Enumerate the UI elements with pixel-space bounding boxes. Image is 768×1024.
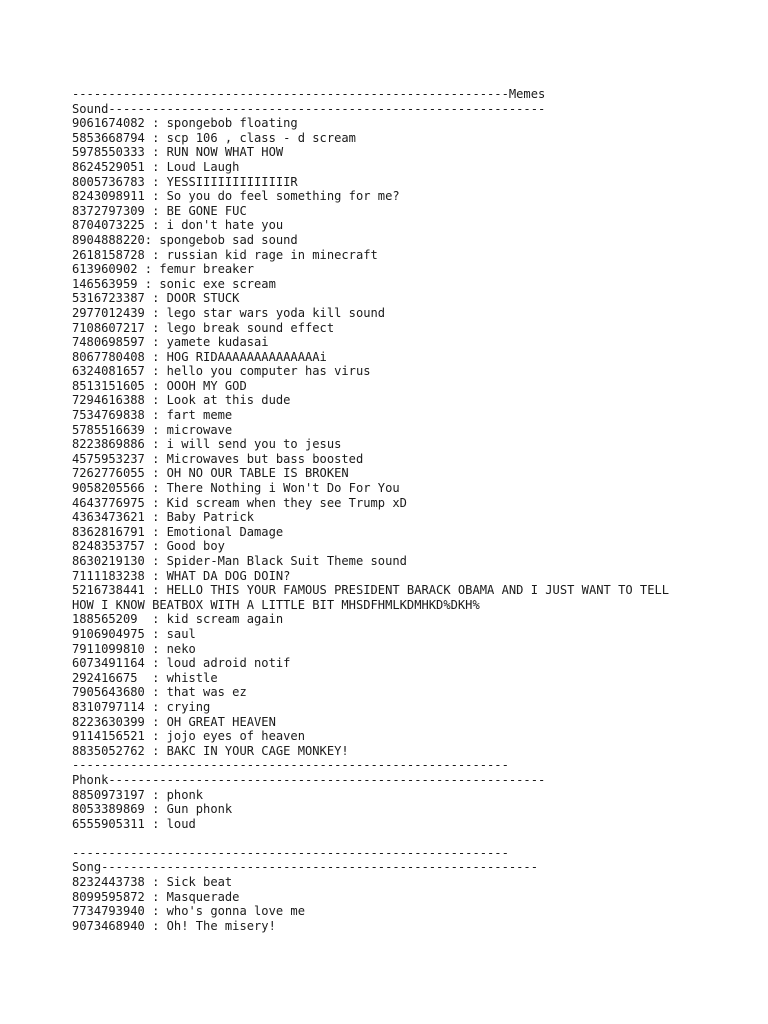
text-line: 7534769838 : fart meme	[72, 408, 233, 423]
text-line: 5978550333 : RUN NOW WHAT HOW	[72, 145, 284, 160]
text-line: 8310797114 : crying	[72, 699, 211, 714]
text-line: 8850973197 : phonk	[72, 787, 204, 802]
text-line: 9106904975 : saul	[72, 626, 196, 641]
document-body	[72, 87, 752, 933]
text-line: 8005736783 : YESSIIIIIIIIIIIIIR	[72, 174, 298, 189]
text-line: 8362816791 : Emotional Damage	[72, 524, 284, 539]
text-line: 9114156521 : jojo eyes of heaven	[72, 729, 305, 744]
text-line: 8223869886 : i will send you to jesus	[72, 437, 342, 452]
text-line: 8223630399 : OH GREAT HEAVEN	[72, 714, 276, 729]
text-line: 8704073225 : i don't hate you	[72, 218, 284, 233]
text-line: Sound------------------------------------------------------------	[72, 101, 546, 116]
text-line: 5216738441 : HELLO THIS YOUR FAMOUS PRESIDENT BARACK OBAMA AND I JUST WANT TO TELL	[72, 583, 670, 598]
text-line: 4575953237 : Microwaves but bass boosted	[72, 451, 364, 466]
text-line: 8372797309 : BE GONE FUC	[72, 203, 247, 218]
text-line: 2618158728 : russian kid rage in minecraft	[72, 247, 378, 262]
text-line: 8835052762 : BAKC IN YOUR CAGE MONKEY!	[72, 743, 349, 758]
text-line: 9058205566 : There Nothing i Won't Do For You	[72, 481, 400, 496]
text-line: 5785516639 : microwave	[72, 422, 233, 437]
text-line: Phonk------------------------------------------------------------	[72, 772, 546, 787]
text-line: 2977012439 : lego star wars yoda kill sound	[72, 305, 386, 320]
text-line: ------------------------------------------------------------	[72, 845, 509, 860]
text-line: HOW I KNOW BEATBOX WITH A LITTLE BIT MHSDFHMLKDMHKD%DKH%	[72, 597, 480, 612]
text-line: Song------------------------------------------------------------	[72, 860, 538, 875]
text-line: 8232443738 : Sick beat	[72, 875, 233, 890]
text-line: 8904888220: spongebob sad sound	[72, 232, 298, 247]
text-line: 7905643680 : that was ez	[72, 685, 247, 700]
text-line: 9073468940 : Oh! The misery!	[72, 918, 276, 933]
text-line: 7911099810 : neko	[72, 641, 196, 656]
text-line: ------------------------------------------------------------Memes	[72, 87, 546, 101]
text-line: 6555905311 : loud	[72, 816, 196, 831]
text-line: 5853668794 : scp 106 , class - d scream	[72, 130, 356, 145]
text-line: 613960902 : femur breaker	[72, 262, 255, 277]
text-line: 8099595872 : Masquerade	[72, 889, 240, 904]
text-line: 4643776975 : Kid scream when they see Trump xD	[72, 495, 407, 510]
text-line: ------------------------------------------------------------	[72, 758, 509, 773]
text-line: 292416675 : whistle	[72, 670, 218, 685]
text-line: 6324081657 : hello you computer has virus	[72, 364, 371, 379]
text-line: 7734793940 : who's gonna love me	[72, 904, 305, 919]
text-line: 7480698597 : yamete kudasai	[72, 335, 269, 350]
text-line: 4363473621 : Baby Patrick	[72, 510, 255, 525]
text-line	[72, 831, 752, 846]
text-line: 8067780408 : HOG RIDAAAAAAAAAAAAAAi	[72, 349, 327, 364]
text-line: 188565209 : kid scream again	[72, 612, 284, 627]
text-line: 6073491164 : loud adroid notif	[72, 656, 291, 671]
text-line: 7262776055 : OH NO OUR TABLE IS BROKEN	[72, 466, 349, 481]
text-line: 8513151605 : OOOH MY GOD	[72, 378, 247, 393]
text-line: 5316723387 : DOOR STUCK	[72, 291, 240, 306]
text-line: 8243098911 : So you do feel something for me?	[72, 189, 400, 204]
text-line: 7294616388 : Look at this dude	[72, 393, 291, 408]
text-line: 9061674082 : spongebob floating	[72, 116, 298, 131]
text-line: 8053389869 : Gun phonk	[72, 802, 233, 817]
text-line: 146563959 : sonic exe scream	[72, 276, 276, 291]
text-line: 8630219130 : Spider-Man Black Suit Theme sound	[72, 554, 407, 568]
text-line: 8248353757 : Good boy	[72, 539, 225, 554]
text-line: 8624529051 : Loud Laugh	[72, 159, 240, 174]
text-line: 7111183238 : WHAT DA DOG DOIN?	[72, 568, 291, 583]
text-line: 7108607217 : lego break sound effect	[72, 320, 335, 335]
